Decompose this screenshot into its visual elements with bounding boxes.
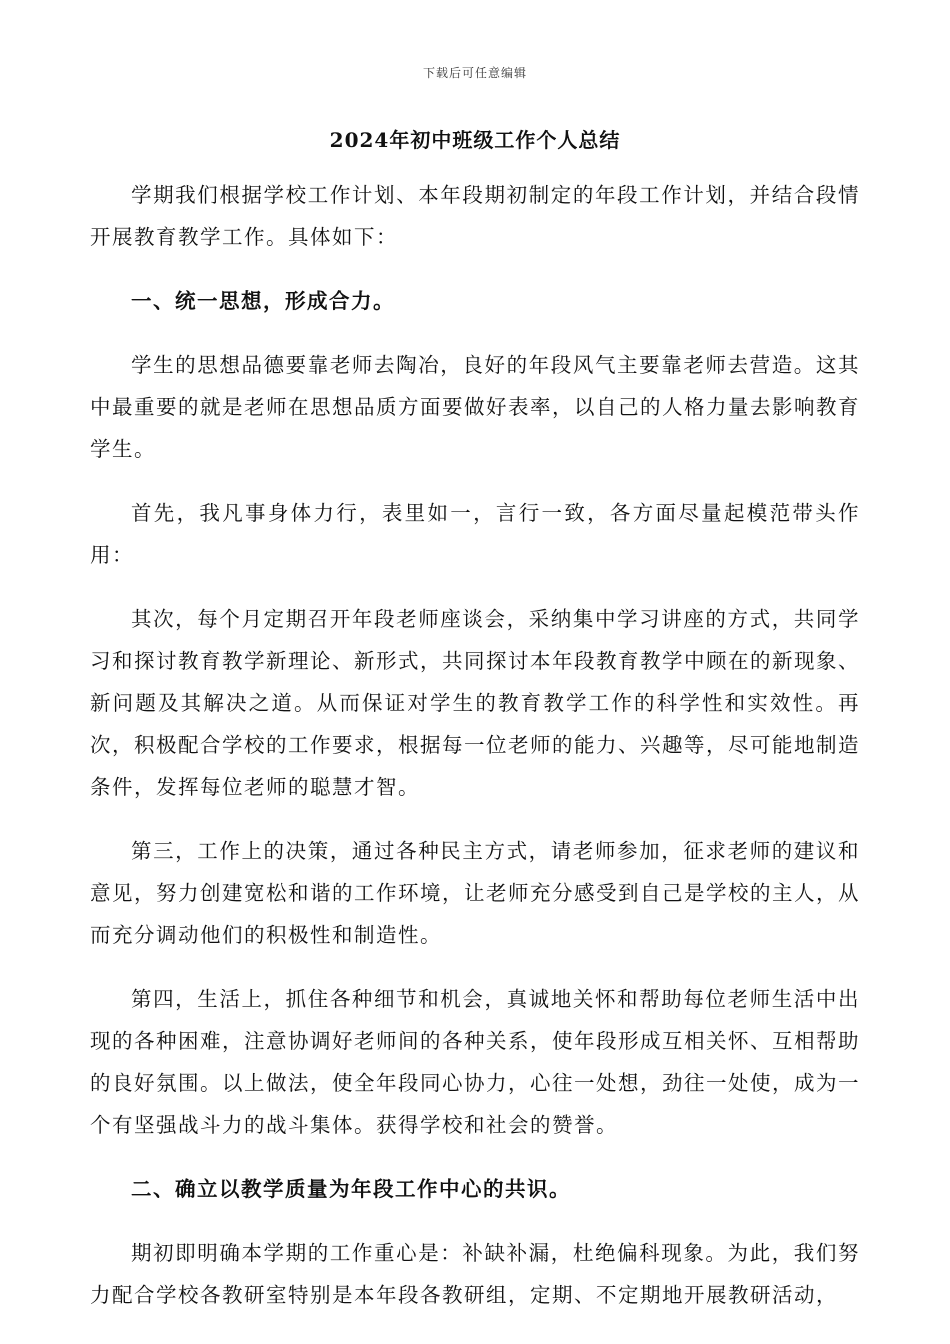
section-2-paragraph-1: 期初即明确本学期的工作重心是：补缺补漏，杜绝偏科现象。为此，我们努力配合学校各教研室特别是本年段各教研组，定期、不定期地开展教研活动， [90, 1241, 860, 1307]
section-1-heading: 一、统一思想，形成合力。 [131, 289, 395, 313]
intro-paragraph: 学期我们根据学校工作计划、本年段期初制定的年段工作计划，并结合段情开展教育教学工作。具体如下： [90, 183, 860, 249]
section-1-paragraph-3: 其次，每个月定期召开年段老师座谈会，采纳集中学习讲座的方式，共同学习和探讨教育教学新理论、新形式，共同探讨本年段教育教学中顾在的新现象、新问题及其解决之道。从而保证对学生的教育教学工作的科学性和实效性。再次，积极配合学校的工作要求，根据每一位老师的能力、兴趣等，尽可能地制造条件，发挥每位老师的聪慧才智。 [90, 607, 860, 799]
section-2-heading: 二、确立以教学质量为年段工作中心的共识。 [131, 1177, 571, 1201]
page-header-note: 下载后可任意编辑 [422, 66, 527, 80]
section-1-paragraph-2: 首先，我凡事身体力行，表里如一，言行一致，各方面尽量起模范带头作用： [90, 501, 860, 567]
section-1-paragraph-4: 第三，工作上的决策，通过各种民主方式，请老师参加，征求老师的建议和意见，努力创建宽松和谐的工作环境，让老师充分感受到自己是学校的主人，从而充分调动他们的积极性和制造性。 [90, 839, 860, 947]
document-title: 2024年初中班级工作个人总结 [329, 128, 621, 152]
section-1-paragraph-1: 学生的思想品德要靠老师去陶冶，良好的年段风气主要靠老师去营造。这其中最重要的就是老师在思想品质方面要做好表率，以自己的人格力量去影响教育学生。 [90, 353, 860, 461]
section-1-paragraph-5: 第四，生活上，抓住各种细节和机会，真诚地关怀和帮助每位老师生活中出现的各种困难，注意协调好老师间的各种关系，使年段形成互相关怀、互相帮助的良好氛围。以上做法，使全年段同心协力，心往一处想，劲往一处使，成为一个有坚强战斗力的战斗集体。获得学校和社会的赞誉。 [90, 987, 860, 1137]
document-body [90, 174, 860, 1316]
